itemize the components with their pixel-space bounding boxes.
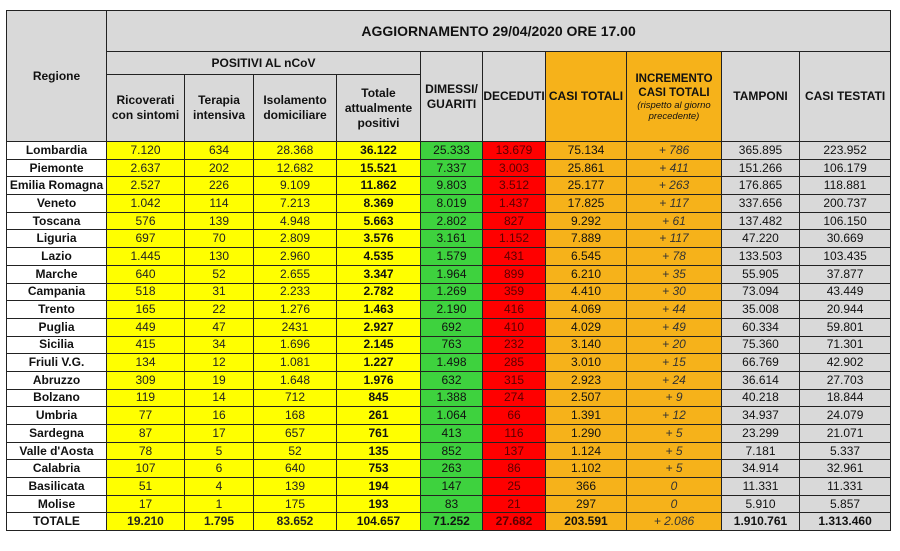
totale-positivi-cell: 11.862: [337, 177, 421, 195]
dimessi-cell: 263: [421, 460, 483, 478]
isolamento-cell: 4.948: [254, 212, 337, 230]
region-name: Umbria: [7, 407, 107, 425]
dimessi-cell: 3.161: [421, 230, 483, 248]
casi-testati-cell: 103.435: [800, 248, 891, 266]
region-name: Calabria: [7, 460, 107, 478]
casi-totali-cell: 4.069: [546, 301, 627, 319]
casi-testati-cell: 21.071: [800, 425, 891, 443]
totale-positivi-cell: 1.463: [337, 301, 421, 319]
region-name: Lombardia: [7, 142, 107, 160]
ricoverati-cell: 87: [107, 425, 185, 443]
terapia-cell: 19: [185, 371, 254, 389]
table-row: [7, 177, 891, 195]
isolamento-cell: 657: [254, 425, 337, 443]
incremento-cell: + 61: [627, 212, 722, 230]
casi-totali-cell: 4.029: [546, 318, 627, 336]
table-row: [7, 142, 891, 160]
incremento-cell: + 24: [627, 371, 722, 389]
region-name: Veneto: [7, 195, 107, 213]
total-ricoverati-cell: 19.210: [107, 513, 185, 531]
header-regione: Regione: [7, 11, 107, 142]
casi-totali-cell: 6.210: [546, 265, 627, 283]
incremento-cell: + 5: [627, 442, 722, 460]
casi-totali-cell: 6.545: [546, 248, 627, 266]
casi-totali-cell: 2.507: [546, 389, 627, 407]
table-row: [7, 195, 891, 213]
terapia-cell: 226: [185, 177, 254, 195]
tamponi-cell: 176.865: [722, 177, 800, 195]
casi-totali-cell: 25.177: [546, 177, 627, 195]
ricoverati-cell: 165: [107, 301, 185, 319]
dimessi-cell: 25.333: [421, 142, 483, 160]
terapia-cell: 5: [185, 442, 254, 460]
table-row: [7, 354, 891, 372]
table-row: [7, 407, 891, 425]
totale-positivi-cell: 135: [337, 442, 421, 460]
terapia-cell: 139: [185, 212, 254, 230]
tamponi-cell: 23.299: [722, 425, 800, 443]
total-casi-totali-cell: 203.591: [546, 513, 627, 531]
isolamento-cell: 2.233: [254, 283, 337, 301]
casi-testati-cell: 32.961: [800, 460, 891, 478]
total-tamponi-cell: 1.910.761: [722, 513, 800, 531]
casi-testati-cell: 24.079: [800, 407, 891, 425]
region-name: Basilicata: [7, 478, 107, 496]
isolamento-cell: 7.213: [254, 195, 337, 213]
deceduti-cell: 315: [483, 371, 546, 389]
dimessi-cell: 692: [421, 318, 483, 336]
dimessi-cell: 763: [421, 336, 483, 354]
totale-positivi-cell: 15.521: [337, 159, 421, 177]
region-name: Valle d'Aosta: [7, 442, 107, 460]
deceduti-cell: 116: [483, 425, 546, 443]
totale-positivi-cell: 845: [337, 389, 421, 407]
tamponi-cell: 133.503: [722, 248, 800, 266]
region-name: Bolzano: [7, 389, 107, 407]
header-isolamento: Isolamento domiciliare: [254, 75, 337, 142]
total-row: [7, 513, 891, 531]
ricoverati-cell: 78: [107, 442, 185, 460]
isolamento-cell: 640: [254, 460, 337, 478]
header-deceduti: DECEDUTI: [483, 52, 546, 142]
total-region-name: TOTALE: [7, 513, 107, 531]
tamponi-cell: 34.937: [722, 407, 800, 425]
dimessi-cell: 1.064: [421, 407, 483, 425]
casi-totali-cell: 297: [546, 495, 627, 513]
incremento-cell: + 15: [627, 354, 722, 372]
deceduti-cell: 285: [483, 354, 546, 372]
region-name: Friuli V.G.: [7, 354, 107, 372]
deceduti-cell: 21: [483, 495, 546, 513]
deceduti-cell: 232: [483, 336, 546, 354]
total-terapia-cell: 1.795: [185, 513, 254, 531]
casi-testati-cell: 106.179: [800, 159, 891, 177]
totale-positivi-cell: 36.122: [337, 142, 421, 160]
casi-testati-cell: 20.944: [800, 301, 891, 319]
casi-totali-cell: 4.410: [546, 283, 627, 301]
totale-positivi-cell: 193: [337, 495, 421, 513]
tamponi-cell: 73.094: [722, 283, 800, 301]
casi-testati-cell: 37.877: [800, 265, 891, 283]
incremento-cell: + 263: [627, 177, 722, 195]
casi-testati-cell: 106.150: [800, 212, 891, 230]
ricoverati-cell: 518: [107, 283, 185, 301]
incremento-cell: + 786: [627, 142, 722, 160]
header-incremento-note: (rispetto al giorno precedente): [637, 99, 711, 122]
tamponi-cell: 75.360: [722, 336, 800, 354]
isolamento-cell: 28.368: [254, 142, 337, 160]
terapia-cell: 31: [185, 283, 254, 301]
header-incremento-label: INCREMENTO CASI TOTALI: [635, 72, 713, 99]
isolamento-cell: 2.960: [254, 248, 337, 266]
tamponi-cell: 35.008: [722, 301, 800, 319]
isolamento-cell: 9.109: [254, 177, 337, 195]
casi-totali-cell: 17.825: [546, 195, 627, 213]
ricoverati-cell: 697: [107, 230, 185, 248]
terapia-cell: 4: [185, 478, 254, 496]
region-name: Sicilia: [7, 336, 107, 354]
casi-totali-cell: 1.290: [546, 425, 627, 443]
table-row: [7, 318, 891, 336]
deceduti-cell: 274: [483, 389, 546, 407]
total-isolamento-cell: 83.652: [254, 513, 337, 531]
tamponi-cell: 151.266: [722, 159, 800, 177]
tamponi-cell: 34.914: [722, 460, 800, 478]
ricoverati-cell: 576: [107, 212, 185, 230]
incremento-cell: + 44: [627, 301, 722, 319]
casi-totali-cell: 3.140: [546, 336, 627, 354]
ricoverati-cell: 119: [107, 389, 185, 407]
deceduti-cell: 137: [483, 442, 546, 460]
terapia-cell: 22: [185, 301, 254, 319]
totale-positivi-cell: 2.927: [337, 318, 421, 336]
dimessi-cell: 2.190: [421, 301, 483, 319]
ricoverati-cell: 107: [107, 460, 185, 478]
deceduti-cell: 410: [483, 318, 546, 336]
casi-totali-cell: 1.102: [546, 460, 627, 478]
page-title: AGGIORNAMENTO 29/04/2020 ORE 17.00: [107, 11, 891, 52]
region-name: Sardegna: [7, 425, 107, 443]
totale-positivi-cell: 194: [337, 478, 421, 496]
table-row: [7, 389, 891, 407]
totale-positivi-cell: 1.976: [337, 371, 421, 389]
casi-totali-cell: 3.010: [546, 354, 627, 372]
tamponi-cell: 337.656: [722, 195, 800, 213]
isolamento-cell: 12.682: [254, 159, 337, 177]
tamponi-cell: 40.218: [722, 389, 800, 407]
tamponi-cell: 60.334: [722, 318, 800, 336]
region-name: Trento: [7, 301, 107, 319]
casi-totali-cell: 1.391: [546, 407, 627, 425]
ricoverati-cell: 17: [107, 495, 185, 513]
region-name: Toscana: [7, 212, 107, 230]
casi-testati-cell: 71.301: [800, 336, 891, 354]
incremento-cell: + 35: [627, 265, 722, 283]
deceduti-cell: 1.152: [483, 230, 546, 248]
region-name: Abruzzo: [7, 371, 107, 389]
ricoverati-cell: 415: [107, 336, 185, 354]
ricoverati-cell: 1.445: [107, 248, 185, 266]
casi-testati-cell: 59.801: [800, 318, 891, 336]
table-row: [7, 478, 891, 496]
isolamento-cell: 712: [254, 389, 337, 407]
header-totale-positivi: Totale attualmente positivi: [337, 75, 421, 142]
isolamento-cell: 1.696: [254, 336, 337, 354]
incremento-cell: + 117: [627, 230, 722, 248]
header-casi-totali: CASI TOTALI: [546, 52, 627, 142]
terapia-cell: 70: [185, 230, 254, 248]
incremento-cell: + 117: [627, 195, 722, 213]
table-row: [7, 159, 891, 177]
incremento-cell: + 12: [627, 407, 722, 425]
isolamento-cell: 1.276: [254, 301, 337, 319]
terapia-cell: 114: [185, 195, 254, 213]
incremento-cell: 0: [627, 478, 722, 496]
terapia-cell: 52: [185, 265, 254, 283]
totale-positivi-cell: 4.535: [337, 248, 421, 266]
totale-positivi-cell: 2.145: [337, 336, 421, 354]
deceduti-cell: 13.679: [483, 142, 546, 160]
dimessi-cell: 1.388: [421, 389, 483, 407]
tamponi-cell: 5.910: [722, 495, 800, 513]
ricoverati-cell: 640: [107, 265, 185, 283]
region-name: Marche: [7, 265, 107, 283]
isolamento-cell: 2.809: [254, 230, 337, 248]
total-casi-testati-cell: 1.313.460: [800, 513, 891, 531]
incremento-cell: + 30: [627, 283, 722, 301]
table-row: [7, 336, 891, 354]
header-dimessi: DIMESSI/ GUARITI: [421, 52, 483, 142]
dimessi-cell: 1.579: [421, 248, 483, 266]
totale-positivi-cell: 8.369: [337, 195, 421, 213]
deceduti-cell: 827: [483, 212, 546, 230]
dimessi-cell: 83: [421, 495, 483, 513]
terapia-cell: 47: [185, 318, 254, 336]
tamponi-cell: 36.614: [722, 371, 800, 389]
totale-positivi-cell: 753: [337, 460, 421, 478]
casi-testati-cell: 30.669: [800, 230, 891, 248]
incremento-cell: + 9: [627, 389, 722, 407]
total-dimessi-cell: 71.252: [421, 513, 483, 531]
table-row: [7, 283, 891, 301]
casi-testati-cell: 18.844: [800, 389, 891, 407]
isolamento-cell: 1.648: [254, 371, 337, 389]
region-name: Puglia: [7, 318, 107, 336]
terapia-cell: 12: [185, 354, 254, 372]
isolamento-cell: 168: [254, 407, 337, 425]
tamponi-cell: 11.331: [722, 478, 800, 496]
totale-positivi-cell: 261: [337, 407, 421, 425]
dimessi-cell: 8.019: [421, 195, 483, 213]
isolamento-cell: 2431: [254, 318, 337, 336]
terapia-cell: 14: [185, 389, 254, 407]
tamponi-cell: 47.220: [722, 230, 800, 248]
totale-positivi-cell: 2.782: [337, 283, 421, 301]
terapia-cell: 16: [185, 407, 254, 425]
tamponi-cell: 55.905: [722, 265, 800, 283]
totale-positivi-cell: 761: [337, 425, 421, 443]
ricoverati-cell: 2.637: [107, 159, 185, 177]
header-positivi-group: POSITIVI AL nCoV: [107, 52, 421, 75]
terapia-cell: 17: [185, 425, 254, 443]
casi-testati-cell: 5.857: [800, 495, 891, 513]
header-terapia: Terapia intensiva: [185, 75, 254, 142]
tamponi-cell: 137.482: [722, 212, 800, 230]
dimessi-cell: 632: [421, 371, 483, 389]
casi-testati-cell: 5.337: [800, 442, 891, 460]
casi-totali-cell: 2.923: [546, 371, 627, 389]
dimessi-cell: 852: [421, 442, 483, 460]
casi-totali-cell: 75.134: [546, 142, 627, 160]
casi-testati-cell: 200.737: [800, 195, 891, 213]
region-name: Piemonte: [7, 159, 107, 177]
incremento-cell: + 49: [627, 318, 722, 336]
region-name: Molise: [7, 495, 107, 513]
deceduti-cell: 359: [483, 283, 546, 301]
table-row: [7, 425, 891, 443]
table-row: [7, 248, 891, 266]
region-name: Emilia Romagna: [7, 177, 107, 195]
table-row: [7, 495, 891, 513]
terapia-cell: 634: [185, 142, 254, 160]
casi-testati-cell: 42.902: [800, 354, 891, 372]
tamponi-cell: 365.895: [722, 142, 800, 160]
casi-totali-cell: 1.124: [546, 442, 627, 460]
deceduti-cell: 3.003: [483, 159, 546, 177]
deceduti-cell: 86: [483, 460, 546, 478]
region-name: Liguria: [7, 230, 107, 248]
totale-positivi-cell: 3.576: [337, 230, 421, 248]
deceduti-cell: 3.512: [483, 177, 546, 195]
terapia-cell: 6: [185, 460, 254, 478]
region-name: Lazio: [7, 248, 107, 266]
deceduti-cell: 66: [483, 407, 546, 425]
deceduti-cell: 25: [483, 478, 546, 496]
terapia-cell: 130: [185, 248, 254, 266]
dimessi-cell: 1.269: [421, 283, 483, 301]
incremento-cell: 0: [627, 495, 722, 513]
casi-testati-cell: 118.881: [800, 177, 891, 195]
deceduti-cell: 899: [483, 265, 546, 283]
deceduti-cell: 416: [483, 301, 546, 319]
isolamento-cell: 52: [254, 442, 337, 460]
total-incremento-cell: + 2.086: [627, 513, 722, 531]
totale-positivi-cell: 1.227: [337, 354, 421, 372]
casi-testati-cell: 27.703: [800, 371, 891, 389]
casi-totali-cell: 25.861: [546, 159, 627, 177]
casi-testati-cell: 11.331: [800, 478, 891, 496]
header-casi-testati: CASI TESTATI: [800, 52, 891, 142]
table-row: [7, 212, 891, 230]
totale-positivi-cell: 5.663: [337, 212, 421, 230]
header-incremento: [627, 52, 722, 142]
dimessi-cell: 7.337: [421, 159, 483, 177]
dimessi-cell: 2.802: [421, 212, 483, 230]
tamponi-cell: 7.181: [722, 442, 800, 460]
isolamento-cell: 139: [254, 478, 337, 496]
tamponi-cell: 66.769: [722, 354, 800, 372]
deceduti-cell: 1.437: [483, 195, 546, 213]
total-totale-positivi-cell: 104.657: [337, 513, 421, 531]
casi-testati-cell: 223.952: [800, 142, 891, 160]
ricoverati-cell: 134: [107, 354, 185, 372]
total-deceduti-cell: 27.682: [483, 513, 546, 531]
table-row: [7, 460, 891, 478]
dimessi-cell: 1.498: [421, 354, 483, 372]
ricoverati-cell: 2.527: [107, 177, 185, 195]
incremento-cell: + 5: [627, 460, 722, 478]
ricoverati-cell: 51: [107, 478, 185, 496]
terapia-cell: 202: [185, 159, 254, 177]
dimessi-cell: 147: [421, 478, 483, 496]
totale-positivi-cell: 3.347: [337, 265, 421, 283]
table-row: [7, 301, 891, 319]
isolamento-cell: 2.655: [254, 265, 337, 283]
isolamento-cell: 1.081: [254, 354, 337, 372]
table-row: [7, 265, 891, 283]
table-row: [7, 442, 891, 460]
header-tamponi: TAMPONI: [722, 52, 800, 142]
table-row: [7, 230, 891, 248]
casi-totali-cell: 7.889: [546, 230, 627, 248]
casi-totali-cell: 9.292: [546, 212, 627, 230]
terapia-cell: 1: [185, 495, 254, 513]
table-row: [7, 371, 891, 389]
ricoverati-cell: 449: [107, 318, 185, 336]
dimessi-cell: 413: [421, 425, 483, 443]
incremento-cell: + 78: [627, 248, 722, 266]
deceduti-cell: 431: [483, 248, 546, 266]
incremento-cell: + 20: [627, 336, 722, 354]
region-name: Campania: [7, 283, 107, 301]
casi-testati-cell: 43.449: [800, 283, 891, 301]
isolamento-cell: 175: [254, 495, 337, 513]
covid-regional-table: [6, 10, 891, 531]
ricoverati-cell: 7.120: [107, 142, 185, 160]
ricoverati-cell: 309: [107, 371, 185, 389]
dimessi-cell: 1.964: [421, 265, 483, 283]
casi-totali-cell: 366: [546, 478, 627, 496]
incremento-cell: + 411: [627, 159, 722, 177]
dimessi-cell: 9.803: [421, 177, 483, 195]
ricoverati-cell: 77: [107, 407, 185, 425]
terapia-cell: 34: [185, 336, 254, 354]
ricoverati-cell: 1.042: [107, 195, 185, 213]
incremento-cell: + 5: [627, 425, 722, 443]
header-ricoverati: Ricoverati con sintomi: [107, 75, 185, 142]
